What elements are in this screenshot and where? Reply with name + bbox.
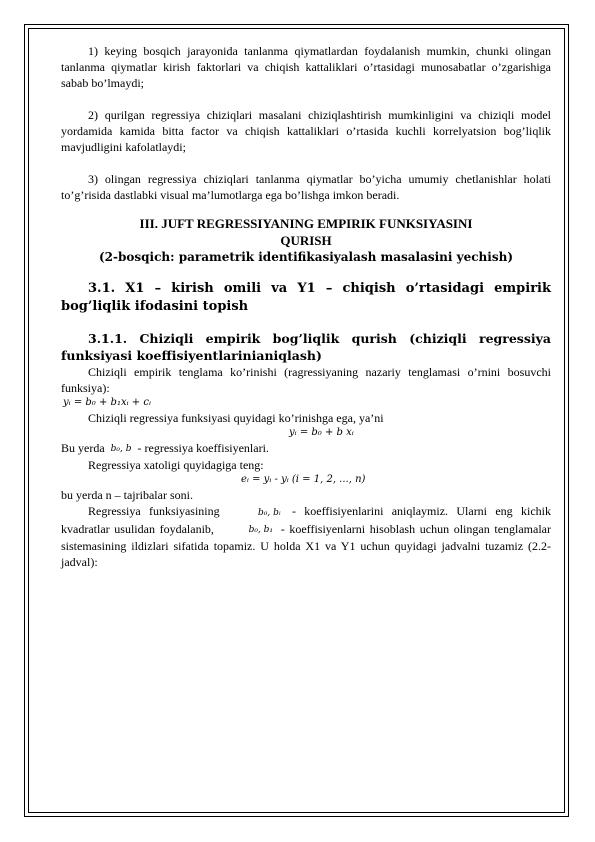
formula-regression-error: eᵢ = yᵢ - yᵢ (i = 1, 2, ..., n) <box>241 474 366 486</box>
paragraph-1: 1) keying bosqich jarayonida tanlanma qiymatlardan foydalanish mumkin, chunki olingan tanlanma qiymatlar kirish faktorlari va chiqish kattaliklari o’rtasidagi munosabatlar o’zgarishiga sabab bo’lmaydi; <box>61 44 551 90</box>
coefficients-b0-b1: b₀, b₁ <box>248 524 274 535</box>
body-paragraph-5: bu yerda n – tajribalar soni. <box>61 488 193 503</box>
subsection-3-1-1-heading: 3.1.1. Chiziqli empirik bog’liqlik qurish (chiziqli regressiya funksiyasi koeffisiyentlarinianiqlash) <box>61 331 551 363</box>
body-paragraph-6-part-a: Regressiya funksiyasining <box>88 504 220 519</box>
body-paragraph-3 <box>61 440 551 457</box>
body-paragraph-6-part-b: - koeffisiyenlarini aniqlaymiz. Ularni eng kichik kvadratlar usulidan foydalanib, <box>61 504 551 536</box>
coefficients-b0-bi: b₀, bᵢ <box>257 507 281 518</box>
body-paragraph-6-part-c: - koeffisiyenlarni hisoblash uchun olingan tenglamalar sistemasining ildizlari sifatida topamiz. U holda X1 va Y1 uchun quyidagi jadvalni tuzamiz (2.2-jadval): <box>61 521 552 569</box>
paragraph-3: 3) olingan regressiya chiziqlari tanlanma qiymatlar bo’yicha umumiy chetlanishlar holati to’g’risida dastlabki visual ma’lumotlarga ega bo’lishga imkon beradi. <box>61 172 551 202</box>
document-body <box>61 43 551 570</box>
body-paragraph-3-prefix: Bu yerda <box>61 441 105 455</box>
section-title-line1: III. JUFT REGRESSIYANING EMPIRIK FUNKSIYASINI <box>139 216 473 231</box>
body-paragraph-1: Chiziqli empirik tenglama ko’rinishi (ragressiyaning nazariy tenglamasi o’rnini bosuvchi funksiya): <box>61 365 551 395</box>
formula-empirical-equation: yᵢ = b₀ + b₁xᵢ + cᵢ <box>63 397 151 408</box>
paragraph-2: 2) qurilgan regressiya chiziqlari masalani chiziqlashtirish mumkinligini va chiziqli model yordamida kamida bitta factor va chiqish kattaliklari o’rtasida kuchli korrelyatsion bog’liqlik mavjudligini kafolatlaydi; <box>61 108 551 154</box>
body-paragraph-4: Regressiya xatoligi quyidagiga teng: <box>88 458 264 473</box>
body-paragraph-2: Chiziqli regressiya funksiyasi quyidagi ko’rinishga ega, ya’ni <box>88 411 384 425</box>
subsection-3-1-heading: 3.1. X1 – kirish omili va Y1 – chiqish o’rtasidagi empirik bog’liqlik ifodasini topish <box>61 281 551 314</box>
section-title-line2: QURISH <box>280 233 332 248</box>
formula-regression-function: yᵢ = b₀ + b xᵢ <box>289 427 354 438</box>
coefficients-b0-b: b₀, b <box>110 444 132 455</box>
body-paragraph-6 <box>61 503 551 570</box>
body-paragraph-3-suffix: - regressiya koeffisiyenlari. <box>137 441 269 455</box>
section-subtitle: (2-bosqich: parametrik identifikasiyalash masalasini yechish) <box>98 250 513 264</box>
